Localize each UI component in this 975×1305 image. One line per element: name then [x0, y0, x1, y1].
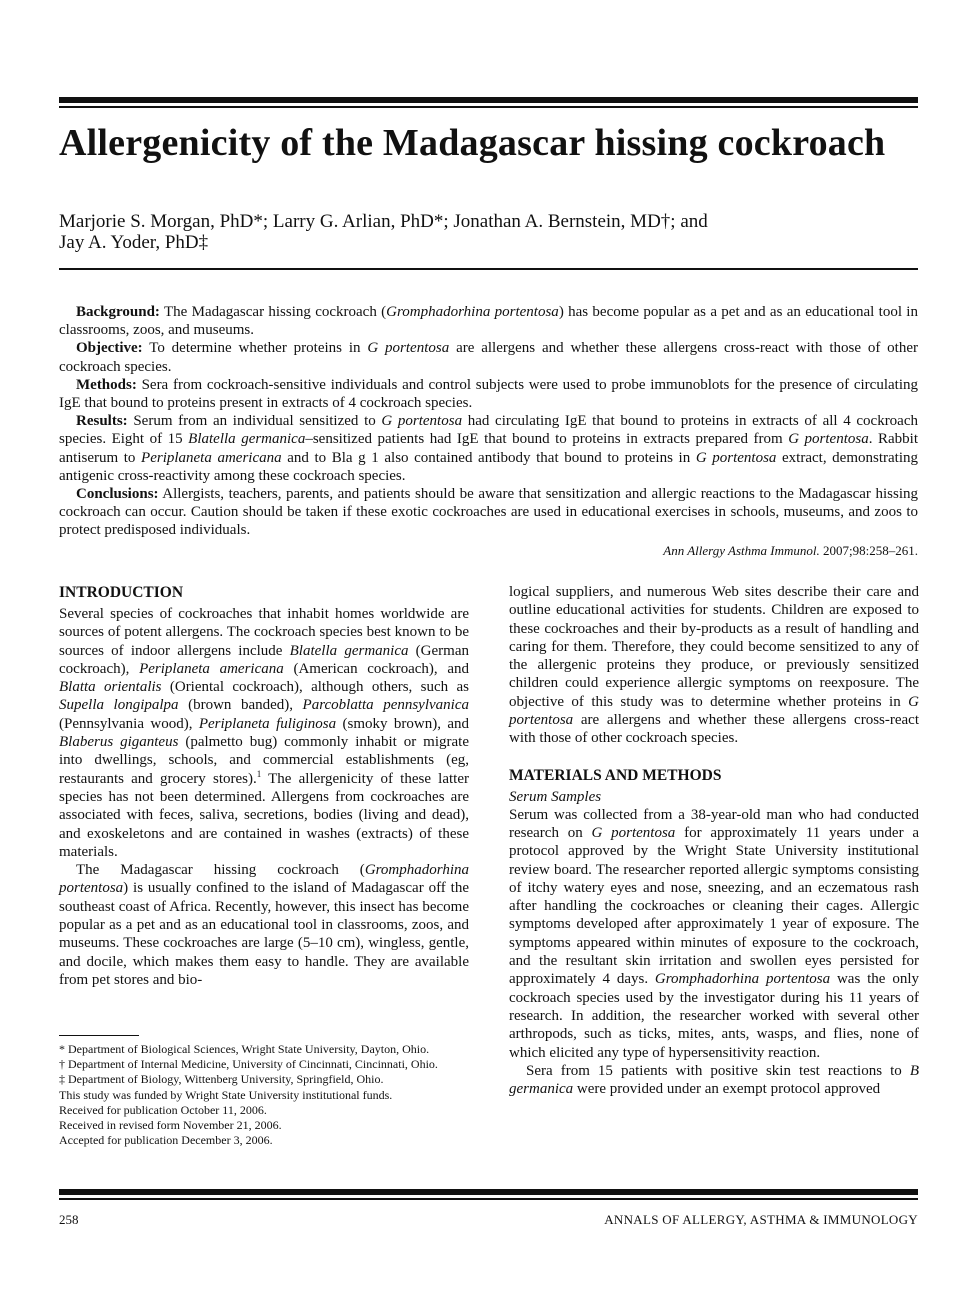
left-column [59, 583, 469, 989]
serum-paragraph-1 [509, 806, 919, 1062]
text-run: The Madagascar hissing cockroach ( [76, 862, 365, 879]
title-divider [59, 268, 918, 270]
text-run: (brown banded), [178, 697, 303, 714]
footnote: This study was funded by Wright State University institutional funds. [59, 1087, 393, 1102]
italic-term: Periplaneta fuliginosa [198, 715, 337, 732]
abstract-results: Results: Serum from an individual sensitized to G portentosa had circulating IgE that bound to proteins in extracts of all 4 cockroach species. Eight of 15 Blatella germanica–sensitized patients had IgE that bound to proteins in extracts prepared from G portentosa. Rabbit antiserum to Periplaneta americana and to Bla g 1 also contained antibody that bound to proteins in G portentosa extract, demonstrating antigenic cross-reactivity among these cockroach species. [59, 413, 918, 484]
article-title: Allergenicity of the Madagascar hissing cockroach [59, 122, 886, 164]
serum-samples-heading: Serum Samples [509, 788, 602, 805]
abstract [59, 303, 918, 560]
text-run: (Pennsylvania wood), [59, 715, 199, 732]
citation: Ann Allergy Asthma Immunol. 2007;98:258–261. [663, 542, 918, 558]
journal-name: ANNALS OF ALLERGY, ASTHMA & IMMUNOLOGY [604, 1212, 918, 1227]
abstract-conclusions: Conclusions: Allergists, teachers, parents, and patients should be aware that sensitization and allergic reactions to the Madagascar hissing cockroach can occur. Caution should be taken if these exotic cockroaches are used in educational exercises in schools, museums, and zoos to protect predisposed individuals. [59, 486, 918, 539]
footnote: ‡ Department of Biology, Wittenberg University, Springfield, Ohio. [59, 1072, 384, 1087]
text-run: was the only cockroach species used by the investigator during his 11 years of research. In addition, the researcher worked with several other arthropods, such as ticks, mites, ants, wasps, and flies, none of which elicited any type of hypersensitivity reaction. [509, 971, 919, 1061]
abstract-methods: Methods: Sera from cockroach-sensitive individuals and control subjects were used to probe immunoblots for the presence of circulating IgE that bound to proteins present in extracts of 4 cockroach species. [59, 376, 918, 412]
footnote: † Department of Internal Medicine, University of Cincinnati, Cincinnati, Ohio. [59, 1057, 438, 1072]
italic-term: Parcoblatta pennsylvanica [302, 697, 469, 714]
introduction-heading: INTRODUCTION [59, 584, 184, 601]
italic-term: Supella longipalpa [59, 697, 179, 714]
text-run: Serum was collected from a 38-year-old man who had conducted research on [509, 806, 919, 841]
intro-paragraph-2 [59, 861, 469, 989]
footnote: Received in revised form November 21, 2006. [59, 1118, 282, 1133]
abstract-background: Background: The Madagascar hissing cockroach (Gromphadorhina portentosa) has become popular as a pet and as an educational tool in classrooms, zoos, and museums. [59, 304, 918, 339]
italic-term: Gromphadorhina portentosa [59, 862, 469, 897]
text-run: (palmetto bug) commonly inhabit or migrate into dwellings, schools, and commercial establishments (eg, restaurants and grocery stores). [59, 734, 469, 787]
abstract-objective: Objective: To determine whether proteins in G portentosa are allergens and whether these allergens cross-react with those of other cockroach species. [59, 340, 918, 375]
italic-term: Gromphadorhina portentosa [654, 971, 831, 988]
page-number: 258 [59, 1212, 79, 1227]
text-run: were provided under an exempt protocol approved [573, 1081, 881, 1098]
text-run: logical suppliers, and numerous Web sites describe their care and outline educational activities for students. Children are exposed to these cockroaches and their by-products as a result of handling and caring for them. Therefore, they could become sensitized to any of the allergenic proteins they produce, or previously sensitized children could experience allergic symptoms on reexposure. The objective of this study was to determine whether proteins in [509, 584, 919, 710]
italic-term: Periplaneta americana [139, 660, 284, 677]
text-run: are allergens and whether these allergens cross-react with those of other cockroach species. [509, 712, 919, 747]
text-run: (smoky brown), and [336, 715, 470, 732]
text-run: Sera from 15 patients with positive skin test reactions to [526, 1062, 910, 1079]
intro-paragraph-continued [509, 583, 919, 748]
reference-superscript: 1 [256, 768, 262, 779]
intro-paragraph-1 [59, 605, 469, 861]
text-run: Several species of cockroaches that inhabit homes worldwide are sources of potent allergens. The cockroach species best known to be sources of indoor allergens include [59, 606, 469, 659]
author-line-1: Marjorie S. Morgan, PhD*; Larry G. Arlian, PhD*; Jonathan A. Bernstein, MD†; and [59, 211, 708, 232]
footnote: Accepted for publication December 3, 2006. [59, 1133, 273, 1148]
italic-term: B germanica [509, 1062, 919, 1098]
footnote: * Department of Biological Sciences, Wright State University, Dayton, Ohio. [59, 1042, 430, 1056]
text-run: (German cockroach), [59, 642, 469, 677]
footnote-rule [59, 1035, 139, 1036]
top-thin-rule [59, 106, 918, 108]
top-thick-rule [59, 97, 918, 103]
bottom-thin-rule [59, 1198, 918, 1200]
text-run: for approximately 11 years under a protocol approved by the Wright State University institutional review board. The researcher reported allergic symptoms consisting of itchy watery eyes and nose, sneezing, and an eczematous rash after handling the cockroaches or cleaning their cages. Allergic symptoms developed after approximately 1 year of exposure. The symptoms appeared within minutes of exposure to the cockroach, and the resultant skin irritation and swollen eyes persisted for approximately 4 days. [509, 824, 919, 988]
italic-term: G portentosa [509, 693, 919, 729]
methods-heading: MATERIALS AND METHODS [509, 766, 722, 784]
footnote: Received for publication October 11, 2006. [59, 1102, 267, 1117]
italic-term: G portentosa [591, 824, 676, 841]
right-column [509, 583, 919, 1098]
author-line-2: Jay A. Yoder, PhD‡ [59, 232, 209, 253]
italic-term: Blaberus giganteus [59, 734, 179, 751]
italic-term: Blatella germanica [289, 642, 409, 659]
text-run: (American cockroach), and [283, 660, 469, 677]
text-run: The allergenicity of these latter species has not been determined. Allergens from cockroaches are associated with feces, saliva, secretions, bodies (living and dead), and exoskeletons and are contained in washes (extracts) of these materials. [59, 770, 469, 860]
text-run: (Oriental cockroach), although others, such as [161, 679, 469, 696]
footnotes [59, 1042, 469, 1148]
bottom-thick-rule [59, 1189, 918, 1195]
italic-term: Blatta orientalis [59, 679, 162, 696]
text-run: ) is usually confined to the island of Madagascar off the southeast coast of Africa. Recently, however, this insect has become popular as a pet and as an educational tool in classrooms, zoos, and museums. These cockroaches are large (5–10 cm), wingless, gentle, and docile, which makes them easy to handle. They are available from pet stores and bio- [59, 880, 469, 988]
author-list [59, 211, 918, 253]
serum-paragraph-2 [509, 1062, 919, 1099]
